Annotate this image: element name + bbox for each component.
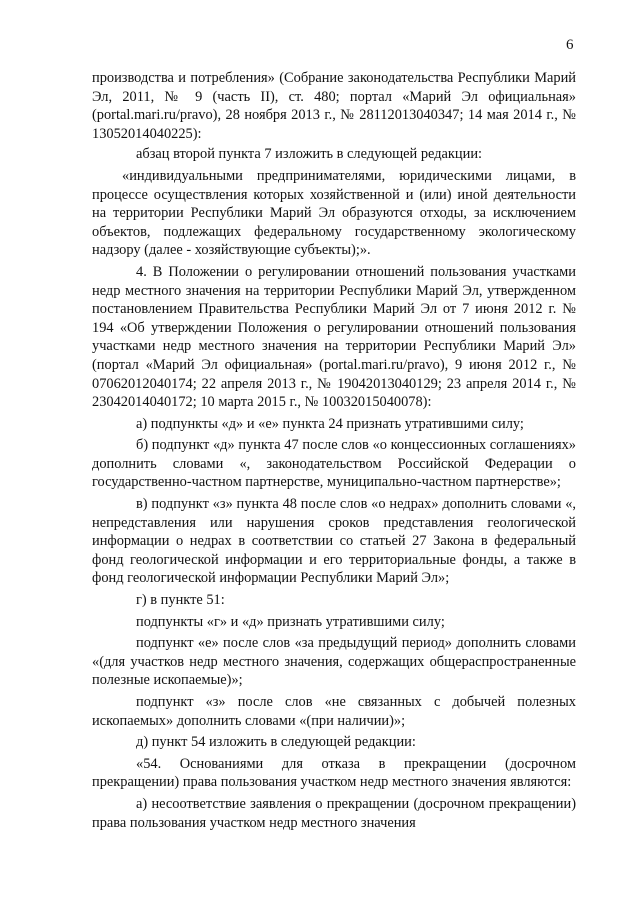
paragraph-item-54-a: а) несоответствие заявления о прекращении (досрочном прекращении) права пользования участком недр местного значения — [92, 795, 576, 831]
paragraph-quoted-text: «индивидуальными предпринимателями, юридическими лицами, в процессе осуществления которых хозяйственной и (или) иной деятельности на территории Республики Марий Эл образуются отходы, за исключением объектов, подлежащих федеральному государственному экологическому надзору (далее - хозяйствующие субъекты);». — [92, 167, 576, 259]
paragraph-subitem-d: д) пункт 54 изложить в следующей редакции: — [136, 734, 416, 751]
page-number: 6 — [566, 37, 574, 53]
paragraph-item-4: 4. В Положении о регулировании отношений пользования участками недр местного значения на территории Республики Марий Эл, утвержденном постановлением Правительства Республики Марий Эл от 7 июня 2012 г. № 194 «Об утверждении Положения о регулировании отношений пользования участками недр местного значения на территории Республики Марий Эл» (портал «Марий Эл официальная» (portal.mari.ru/pravo), 9 июня 2012 г., № 07062012040174; 22 апреля 2013 г., № 19042013040129; 23 апреля 2014 г., № 23042014040172; 10 марта 2015 г., № 10032015040078): — [92, 263, 576, 411]
paragraph-subitem-v: в) подпункт «з» пункта 48 после слов «о недрах» дополнить словами «, непредставления или нарушения сроков представления геологической информации о недрах в соответствии со статьей 27 Закона в федеральный фонд геологической информации и его территориальные фонды, а также в фонд геологической информации Республики Марий Эл»; — [92, 496, 576, 587]
paragraph-subitem-g: г) в пункте 51: — [136, 592, 225, 609]
paragraph-subitem-b: б) подпункт «д» пункта 47 после слов «о концессионных соглашениях» дополнить словами «, законодательством Российской Федерации о государственно-частном партнерстве, муниципально-частном партнерстве»; — [92, 437, 576, 491]
paragraph-subitem-g-1: подпункты «г» и «д» признать утратившими силу; — [136, 613, 445, 630]
paragraph-instruction: абзац второй пункта 7 изложить в следующей редакции: — [136, 146, 483, 163]
paragraph-subitem-g-3: подпункт «з» после слов «не связанных с добычей полезных ископаемых» дополнить словами «(при наличии)»; — [92, 694, 576, 729]
paragraph-continuation: производства и потребления» (Собрание законодательства Республики Марий Эл, 2011, № 9 (часть II), ст. 480; портал «Марий Эл официальная» (portal.mari.ru/pravo), 28 ноября 2013 г., № 28112013040347; 14 мая 2014 г., № 13052014040225): — [92, 70, 576, 142]
paragraph-subitem-g-2: подпункт «е» после слов «за предыдущий период» дополнить словами «(для участков недр местного значения, содержащих общераспространенные полезные ископаемые)»; — [92, 635, 576, 689]
document-body — [92, 69, 576, 832]
paragraph-item-54: «54. Основаниями для отказа в прекращении (досрочном прекращении) права пользования участком недр местного значения являются: — [92, 755, 576, 791]
paragraph-subitem-a: а) подпункты «д» и «е» пункта 24 признать утратившими силу; — [136, 415, 524, 432]
